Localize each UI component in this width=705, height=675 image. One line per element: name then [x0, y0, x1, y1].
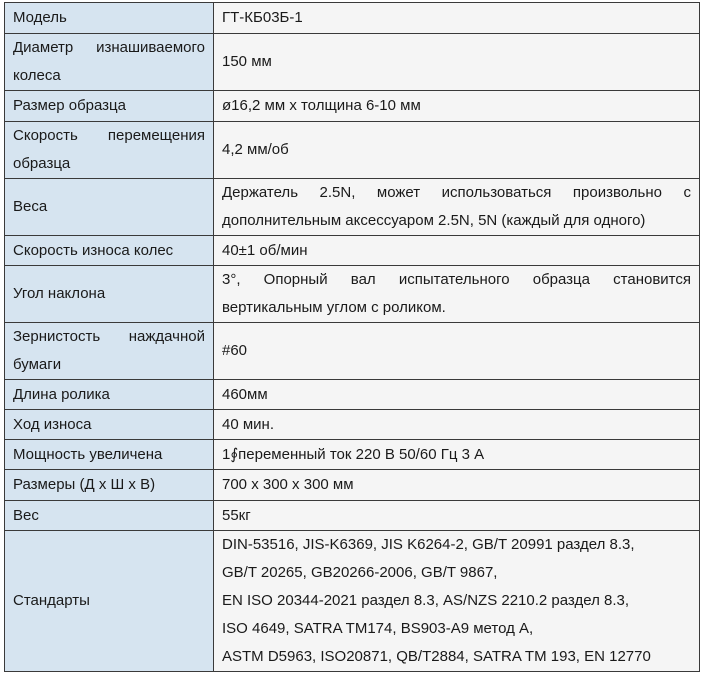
- spec-value-sandpaper-grit: #60: [214, 323, 700, 380]
- spec-label-wear-stroke: Ход износа: [5, 410, 214, 440]
- spec-label-weight: Вес: [5, 501, 214, 531]
- table-row: [5, 3, 700, 34]
- table-row: [5, 380, 700, 410]
- spec-value-weights: Держатель 2.5N, может использоваться произвольно с дополнительным аксессуаром 2.5N, 5N (каждый для одного): [214, 179, 700, 236]
- spec-value-wheel-diameter: 150 мм: [214, 34, 700, 91]
- spec-label-model: Модель: [5, 3, 214, 34]
- standards-line: ISO 4649, SATRA TM174, BS903-A9 метод A,: [222, 620, 534, 637]
- table-row: [5, 470, 700, 501]
- spec-value-weight: 55кг: [214, 501, 700, 531]
- table-row: [5, 236, 700, 266]
- table-row: [5, 501, 700, 531]
- spec-label-weights: Веса: [5, 179, 214, 236]
- table-row: [5, 440, 700, 470]
- table-row: [5, 34, 700, 91]
- spec-value-roller-length: 460мм: [214, 380, 700, 410]
- spec-value-dimensions: 700 х 300 х 300 мм: [214, 470, 700, 501]
- table-row: [5, 410, 700, 440]
- spec-value-model: ГТ-КБ03Б-1: [214, 3, 700, 34]
- standards-line: DIN-53516, JIS-K6369, JIS K6264-2, GB/T 20991 раздел 8.3,: [222, 536, 635, 553]
- spec-value-sample-size: ø16,2 мм х толщина 6-10 мм: [214, 91, 700, 122]
- spec-value-wheel-speed: 40±1 об/мин: [214, 236, 700, 266]
- spec-label-wheel-speed: Скорость износа колес: [5, 236, 214, 266]
- spec-value-power: 1∮переменный ток 220 В 50/60 Гц 3 А: [214, 440, 700, 470]
- standards-line: ASTM D5963, ISO20871, QB/T2884, SATRA TM 193, EN 12770: [222, 648, 651, 665]
- spec-label-tilt-angle: Угол наклона: [5, 266, 214, 323]
- standards-line: GB/T 20265, GB20266-2006, GB/T 9867,: [222, 564, 498, 581]
- spec-value-wear-stroke: 40 мин.: [214, 410, 700, 440]
- spec-value-standards: [214, 531, 700, 672]
- spec-value-sample-speed: 4,2 мм/об: [214, 122, 700, 179]
- table-row: [5, 122, 700, 179]
- spec-label-wheel-diameter: Диаметр изнашиваемого колеса: [5, 34, 214, 91]
- table-row: [5, 266, 700, 323]
- spec-label-dimensions: Размеры (Д х Ш х В): [5, 470, 214, 501]
- spec-label-power: Мощность увеличена: [5, 440, 214, 470]
- table-row: [5, 91, 700, 122]
- spec-label-sandpaper-grit: Зернистость наждачной бумаги: [5, 323, 214, 380]
- table-row: [5, 531, 700, 672]
- specifications-table: [4, 2, 700, 672]
- table-row: [5, 179, 700, 236]
- table-row: [5, 323, 700, 380]
- spec-label-standards: Стандарты: [5, 531, 214, 672]
- spec-value-tilt-angle: 3°, Опорный вал испытательного образца становится вертикальным углом с роликом.: [214, 266, 700, 323]
- spec-label-roller-length: Длина ролика: [5, 380, 214, 410]
- spec-label-sample-speed: Скорость перемещения образца: [5, 122, 214, 179]
- standards-line: EN ISO 20344-2021 раздел 8.3, AS/NZS 2210.2 раздел 8.3,: [222, 592, 630, 609]
- spec-label-sample-size: Размер образца: [5, 91, 214, 122]
